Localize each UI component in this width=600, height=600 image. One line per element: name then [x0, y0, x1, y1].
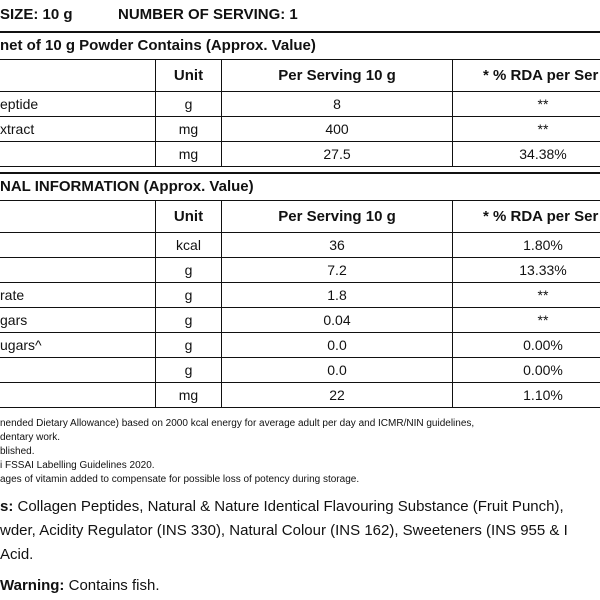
table-row — [0, 283, 600, 308]
ingredients-label: s: — [0, 498, 14, 515]
unit-cell: mg — [156, 117, 222, 142]
rda-cell: 1.80% — [453, 233, 600, 258]
footnote: dentary work. — [0, 432, 61, 443]
unit-cell: g — [156, 92, 222, 117]
value-cell: 0.04 — [222, 308, 453, 333]
table-row — [0, 92, 600, 117]
nutrient-name — [0, 142, 156, 167]
value-cell: 0.0 — [222, 358, 453, 383]
ingredients-line: Acid. — [0, 546, 34, 563]
allergen-warning — [0, 574, 159, 598]
column-header: Unit — [156, 201, 222, 233]
table-row — [0, 333, 600, 358]
rda-cell: 13.33% — [453, 258, 600, 283]
table-2-header-row — [0, 201, 600, 233]
value-cell: 22 — [222, 383, 453, 408]
value-cell: 400 — [222, 117, 453, 142]
warning-label: Warning: — [0, 577, 65, 594]
table-2-title: NAL INFORMATION (Approx. Value) — [0, 172, 600, 201]
footnote: blished. — [0, 446, 35, 457]
unit-cell: g — [156, 358, 222, 383]
footnote: ages of vitamin added to compensate for possible loss of potency during storage. — [0, 474, 360, 485]
rda-cell: ** — [453, 117, 600, 142]
nutrient-name: gars — [0, 308, 156, 333]
serving-size: SIZE: 10 g — [0, 6, 73, 23]
unit-cell: mg — [156, 142, 222, 167]
footnote: nended Dietary Allowance) based on 2000 kcal energy for average adult per day and ICMR/NIN guidelines, — [0, 418, 475, 429]
ingredients-text: Collagen Peptides, Natural & Nature Identical Flavouring Substance (Fruit Punch), — [13, 498, 564, 515]
table-1-header-row — [0, 60, 600, 92]
nutrient-name: eptide — [0, 92, 156, 117]
unit-cell: g — [156, 258, 222, 283]
unit-cell: mg — [156, 383, 222, 408]
rda-cell: ** — [453, 283, 600, 308]
footnote: i FSSAI Labelling Guidelines 2020. — [0, 460, 155, 471]
warning-text: Contains fish. — [64, 577, 160, 594]
unit-cell: kcal — [156, 233, 222, 258]
nutrition-table-1 — [0, 31, 600, 167]
table-row — [0, 142, 600, 167]
column-header: Unit — [156, 60, 222, 92]
column-header — [0, 201, 156, 233]
rda-cell: 0.00% — [453, 333, 600, 358]
column-header: * % RDA per Ser — [453, 60, 600, 92]
rda-cell: ** — [453, 308, 600, 333]
column-header: Per Serving 10 g — [222, 60, 453, 92]
nutrient-name: xtract — [0, 117, 156, 142]
value-cell: 7.2 — [222, 258, 453, 283]
rda-cell: ** — [453, 92, 600, 117]
unit-cell: g — [156, 333, 222, 358]
table-row — [0, 258, 600, 283]
column-header — [0, 60, 156, 92]
value-cell: 8 — [222, 92, 453, 117]
value-cell: 27.5 — [222, 142, 453, 167]
table-row — [0, 117, 600, 142]
rda-cell: 0.00% — [453, 358, 600, 383]
ingredients-line — [0, 495, 564, 519]
value-cell: 1.8 — [222, 283, 453, 308]
column-header: Per Serving 10 g — [222, 201, 453, 233]
rda-cell: 1.10% — [453, 383, 600, 408]
value-cell: 36 — [222, 233, 453, 258]
table-row — [0, 383, 600, 408]
nutrition-table-2 — [0, 172, 600, 408]
unit-cell: g — [156, 283, 222, 308]
nutrient-name: ugars^ — [0, 333, 156, 358]
nutrient-name — [0, 383, 156, 408]
nutrient-name — [0, 358, 156, 383]
table-row — [0, 308, 600, 333]
table-row — [0, 358, 600, 383]
number-of-servings: NUMBER OF SERVING: 1 — [118, 6, 298, 23]
nutrient-name — [0, 233, 156, 258]
unit-cell: g — [156, 308, 222, 333]
ingredients-line: wder, Acidity Regulator (INS 330), Natural Colour (INS 162), Sweeteners (INS 955 & I — [0, 522, 568, 539]
table-1-title: net of 10 g Powder Contains (Approx. Value) — [0, 31, 600, 60]
rda-cell: 34.38% — [453, 142, 600, 167]
nutrient-name — [0, 258, 156, 283]
value-cell: 0.0 — [222, 333, 453, 358]
nutrient-name: rate — [0, 283, 156, 308]
column-header: * % RDA per Ser — [453, 201, 600, 233]
table-row — [0, 233, 600, 258]
